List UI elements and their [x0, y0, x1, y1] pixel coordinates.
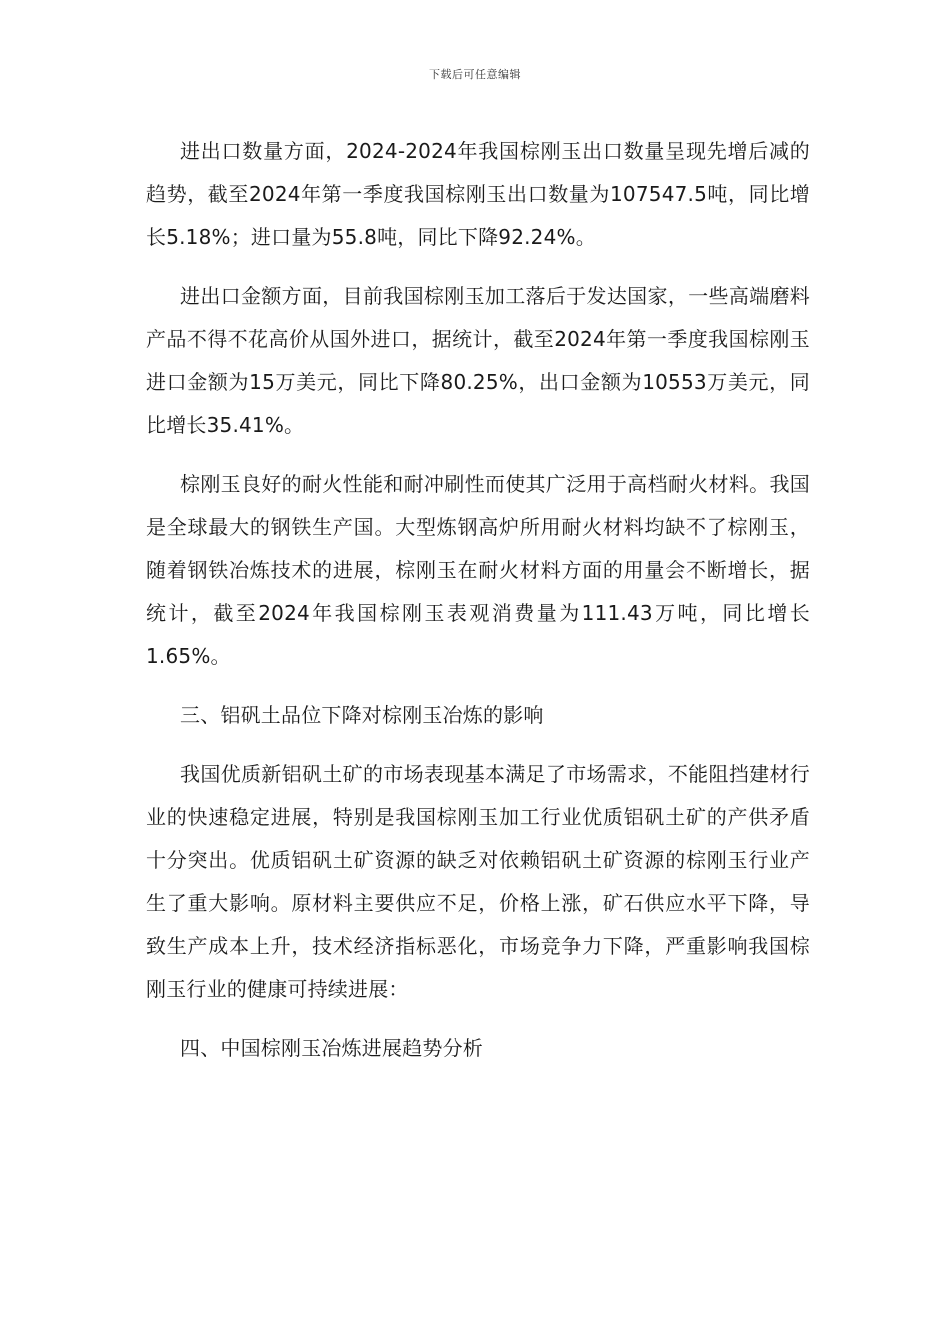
paragraph-bauxite-impact: 我国优质新铝矾土矿的市场表现基本满足了市场需求，不能阻挡建材行业的快速稳定进展，特别是我国棕刚玉加工行业优质铝矾土矿的产供矛盾十分突出。优质铝矾土矿资源的缺乏对依赖铝矾土矿资源的棕刚玉行业产生了重大影响。原材料主要供应不足，价格上涨，矿石供应水平下降，导致生产成本上升，技术经济指标恶化，市场竞争力下降，严重影响我国棕刚玉行业的健康可持续进展： [146, 762, 810, 1001]
section-heading-trend: 四、中国棕刚玉冶炼进展趋势分析 [180, 1036, 483, 1060]
document-body [146, 130, 810, 1086]
paragraph-refractory-usage: 棕刚玉良好的耐火性能和耐冲刷性而使其广泛用于高档耐火材料。我国是全球最大的钢铁生产国。大型炼钢高炉所用耐火材料均缺不了棕刚玉，随着钢铁冶炼技术的进展，棕刚玉在耐火材料方面的用量会不断增长，据统计，截至2024年我国棕刚玉表观消费量为111.43万吨，同比增长1.65%。 [146, 472, 810, 668]
section-heading-bauxite: 三、铝矾土品位下降对棕刚玉冶炼的影响 [180, 703, 544, 727]
paragraph-import-export-quantity: 进出口数量方面，2024-2024年我国棕刚玉出口数量呈现先增后减的趋势，截至2024年第一季度我国棕刚玉出口数量为107547.5吨，同比增长5.18%；进口量为55.8吨，同比下降92.24%。 [146, 139, 810, 249]
page-header: 下载后可任意编辑 [429, 68, 521, 81]
paragraph-import-export-value: 进出口金额方面，目前我国棕刚玉加工落后于发达国家，一些高端磨料产品不得不花高价从国外进口，据统计，截至2024年第一季度我国棕刚玉进口金额为15万美元，同比下降80.25%，出口金额为10553万美元，同比增长35.41%。 [146, 284, 810, 437]
